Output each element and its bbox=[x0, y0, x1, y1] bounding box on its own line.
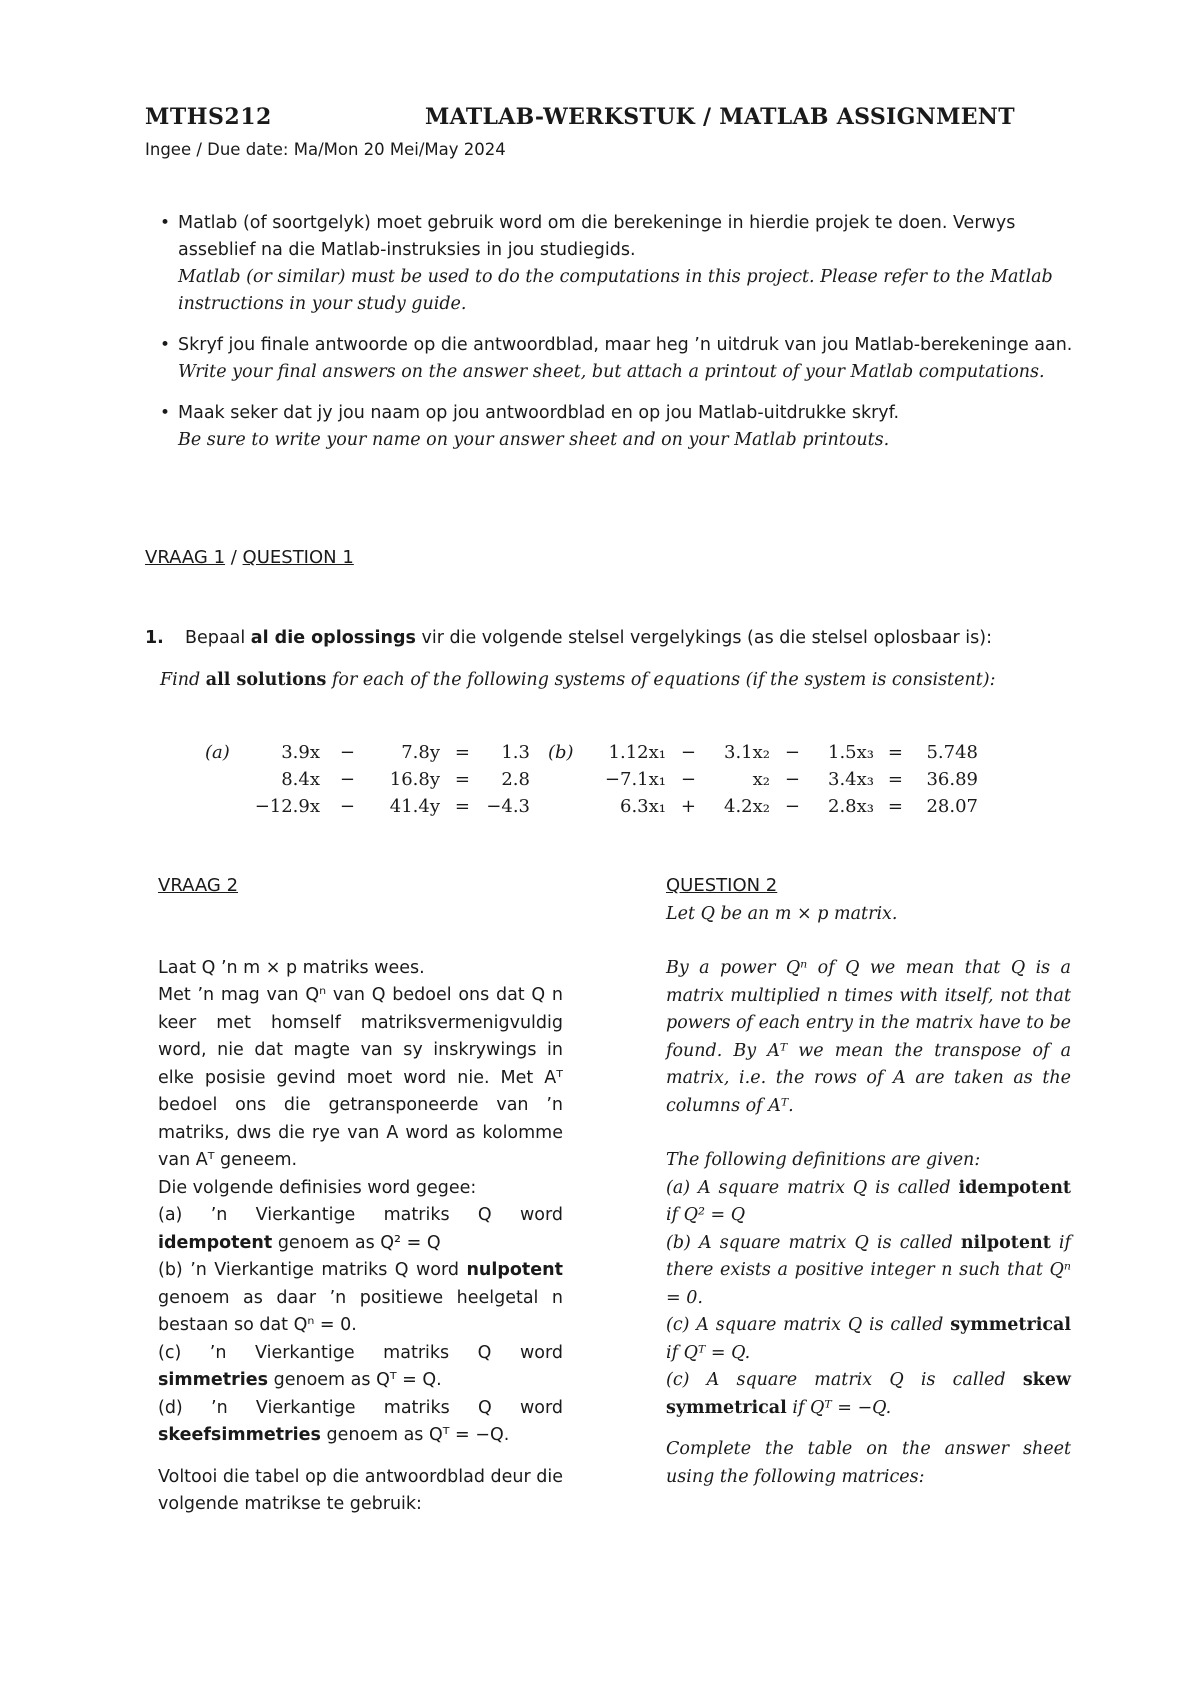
term: 6.3x₁ bbox=[620, 796, 666, 817]
term: x₂ bbox=[752, 769, 770, 790]
def-post: genoem as Qᵀ = Q. bbox=[268, 1370, 442, 1390]
question1-heading-af: VRAAG 1 bbox=[145, 547, 226, 568]
def-pre: (d) ’n Vierkantige matriks Q word bbox=[158, 1397, 563, 1418]
system-a bbox=[205, 742, 535, 832]
def-post: if there exists a positive integer n such that Qⁿ = 0. bbox=[666, 1232, 1071, 1308]
operator: − bbox=[784, 796, 800, 817]
term: 16.8y bbox=[389, 769, 440, 790]
due-date: Ingee / Due date: Ma/Mon 20 Mei/May 2024 bbox=[145, 140, 506, 159]
q2-af-p3: Die volgende definisies word gegee: bbox=[158, 1177, 477, 1198]
term: 8.4x bbox=[281, 769, 320, 790]
q2-en-p4: Complete the table on the answer sheet using the following matrices: bbox=[666, 1439, 1071, 1487]
definition bbox=[666, 1312, 1071, 1367]
def-term: nulpotent bbox=[466, 1260, 563, 1280]
instruction-item bbox=[160, 332, 1078, 386]
def-pre: (a) A square matrix Q is called bbox=[666, 1177, 959, 1198]
rhs: 28.07 bbox=[926, 796, 978, 817]
operator: − bbox=[784, 769, 800, 790]
operator: − bbox=[680, 742, 696, 763]
q2-af-p4: Voltooi die tabel op die antwoordblad deur die volgende matrikse te gebruik: bbox=[158, 1466, 563, 1514]
def-term: idempotent bbox=[158, 1232, 273, 1253]
term: 1.5x₃ bbox=[828, 742, 874, 763]
system-b bbox=[548, 742, 1008, 832]
rhs: 5.748 bbox=[926, 742, 978, 763]
term: 41.4y bbox=[389, 796, 440, 817]
def-term: nilpotent bbox=[960, 1232, 1051, 1253]
instruction-en: Matlab (or similar) must be used to do the computations in this project. Please refer to the Matlab instructions in your study guide. bbox=[178, 267, 1053, 314]
definition bbox=[158, 1340, 563, 1395]
equals: = bbox=[887, 742, 903, 763]
q2-af-p1: Laat Q ’n m × p matriks wees. bbox=[158, 957, 425, 978]
instruction-af: Matlab (of soortgelyk) moet gebruik word om die berekeninge in hierdie projek te doen. Verwys asseblief na die Matlab-instruksies in jou studiegids. bbox=[178, 213, 1016, 260]
def-post: if Q² = Q bbox=[666, 1205, 746, 1225]
q2-en-p3: The following definitions are given: bbox=[666, 1150, 981, 1170]
operator: − bbox=[339, 742, 355, 763]
heading-separator: / bbox=[225, 547, 243, 568]
question1-text-en bbox=[160, 670, 1080, 690]
instruction-af: Skryf jou finale antwoorde op die antwoordblad, maar heg ’n uitdruk van jou Matlab-berekeninge aan. bbox=[178, 335, 1073, 355]
system-b-label: (b) bbox=[548, 742, 574, 763]
bullet-icon: • bbox=[160, 335, 171, 355]
instruction-item bbox=[160, 400, 1078, 454]
definition bbox=[666, 1367, 1071, 1422]
def-pre: (a) ’n Vierkantige matriks Q word bbox=[158, 1205, 563, 1225]
def-pre: (c) A square matrix Q is called bbox=[666, 1370, 1023, 1390]
instruction-en: Write your final answers on the answer sheet, but attach a printout of your Matlab computations. bbox=[178, 362, 1045, 382]
equals: = bbox=[454, 769, 470, 790]
term: −7.1x₁ bbox=[604, 769, 666, 790]
def-term: idempotent bbox=[958, 1177, 1071, 1198]
instruction-en: Be sure to write your name on your answer sheet and on your Matlab printouts. bbox=[178, 430, 890, 450]
def-post: genoem as Q² = Q bbox=[272, 1232, 441, 1253]
def-post: if Qᵀ = −Q. bbox=[786, 1397, 892, 1418]
def-post: genoem as Qᵀ = −Q. bbox=[320, 1425, 510, 1445]
operator: − bbox=[339, 796, 355, 817]
def-term: skew symmetrical bbox=[666, 1370, 1071, 1418]
system-a-label: (a) bbox=[205, 742, 230, 763]
equals: = bbox=[454, 742, 470, 763]
operator: + bbox=[680, 796, 696, 817]
q2-af-p2: Met ’n mag van Qⁿ van Q bedoel ons dat Q n keer met homself matriksvermenigvuldig word, nie dat magte van sy inskrywings in elke posisie gevind moet word nie. Met Aᵀ bedoel ons die getransponeerde van ’n matriks, dws die rye van A word as kolomme van Aᵀ geneem. bbox=[158, 985, 563, 1170]
term: 4.2x₂ bbox=[724, 796, 770, 817]
definition bbox=[666, 1175, 1071, 1230]
term: 2.8x₃ bbox=[828, 796, 874, 817]
q1-af-pre: Bepaal bbox=[185, 628, 251, 648]
def-post: genoem as daar ’n positiewe heelgetal n bestaan so dat Qⁿ = 0. bbox=[158, 1287, 563, 1335]
def-pre: (c) ’n Vierkantige matriks Q word bbox=[158, 1342, 563, 1363]
bullet-icon: • bbox=[160, 403, 171, 423]
rhs: 36.89 bbox=[926, 769, 978, 790]
question1-heading-en: QUESTION 1 bbox=[242, 547, 354, 568]
rhs: −4.3 bbox=[486, 796, 530, 817]
definition bbox=[158, 1257, 563, 1340]
equation-row bbox=[205, 769, 535, 795]
operator: − bbox=[680, 769, 696, 790]
header bbox=[145, 104, 1065, 136]
course-code: MTHS212 bbox=[145, 104, 272, 130]
def-pre: (b) A square matrix Q is called bbox=[666, 1232, 961, 1253]
term: 1.12x₁ bbox=[608, 742, 666, 763]
equals: = bbox=[887, 769, 903, 790]
question2-heading-en: QUESTION 2 bbox=[666, 875, 778, 896]
operator: − bbox=[339, 769, 355, 790]
def-term: symmetrical bbox=[950, 1315, 1071, 1335]
def-term: skeefsimmetries bbox=[158, 1425, 321, 1445]
equation-row bbox=[205, 796, 535, 822]
def-pre: (c) A square matrix Q is called bbox=[666, 1315, 951, 1335]
rhs: 1.3 bbox=[501, 742, 530, 763]
term: 3.9x bbox=[281, 742, 320, 763]
term: 7.8y bbox=[401, 742, 440, 763]
q1-en-post: for each of the following systems of equations (if the system is consistent): bbox=[326, 670, 996, 690]
question1-heading bbox=[145, 547, 354, 568]
question2-af-column bbox=[158, 872, 563, 1519]
definition bbox=[666, 1230, 1071, 1313]
equation-row bbox=[548, 769, 1008, 795]
q1-en-pre: Find bbox=[160, 670, 206, 690]
question-number: 1. bbox=[145, 628, 164, 648]
definition bbox=[158, 1202, 563, 1257]
def-term: simmetries bbox=[158, 1370, 269, 1390]
q2-en-p1: Let Q be an m × p matrix. bbox=[666, 903, 898, 924]
q2-en-p2: By a power Qⁿ of Q we mean that Q is a matrix multiplied n times with itself, not that powers of each entry in the matrix have to be found. By Aᵀ we mean the transpose of a matrix, i.e. the rows of A are taken as the columns of Aᵀ. bbox=[666, 958, 1071, 1116]
rhs: 2.8 bbox=[501, 769, 530, 790]
equals: = bbox=[454, 796, 470, 817]
q1-af-bold: al die oplossings bbox=[250, 628, 416, 648]
question1-text-af bbox=[145, 624, 1075, 652]
term: 3.4x₃ bbox=[828, 769, 874, 790]
instruction-af: Maak seker dat jy jou naam op jou antwoordblad en op jou Matlab-uitdrukke skryf. bbox=[178, 403, 900, 423]
def-pre: (b) ’n Vierkantige matriks Q word bbox=[158, 1260, 467, 1280]
operator: − bbox=[784, 742, 800, 763]
bullet-icon: • bbox=[160, 213, 171, 233]
equals: = bbox=[887, 796, 903, 817]
assignment-title: MATLAB-WERKSTUK / MATLAB ASSIGNMENT bbox=[425, 104, 1015, 130]
equation-row bbox=[548, 742, 1008, 768]
definition bbox=[158, 1395, 563, 1450]
q1-af-post: vir die volgende stelsel vergelykings (as die stelsel oplosbaar is): bbox=[415, 628, 992, 648]
equation-row bbox=[548, 796, 1008, 822]
q1-en-bold: all solutions bbox=[205, 670, 327, 690]
question2-heading-af: VRAAG 2 bbox=[158, 875, 239, 896]
term: −12.9x bbox=[254, 796, 320, 817]
instructions-list bbox=[160, 210, 1078, 468]
question2-en-column bbox=[666, 872, 1071, 1491]
def-post: if Qᵀ = Q. bbox=[666, 1342, 751, 1363]
equation-row bbox=[205, 742, 535, 768]
instruction-item bbox=[160, 210, 1078, 318]
term: 3.1x₂ bbox=[724, 742, 770, 763]
